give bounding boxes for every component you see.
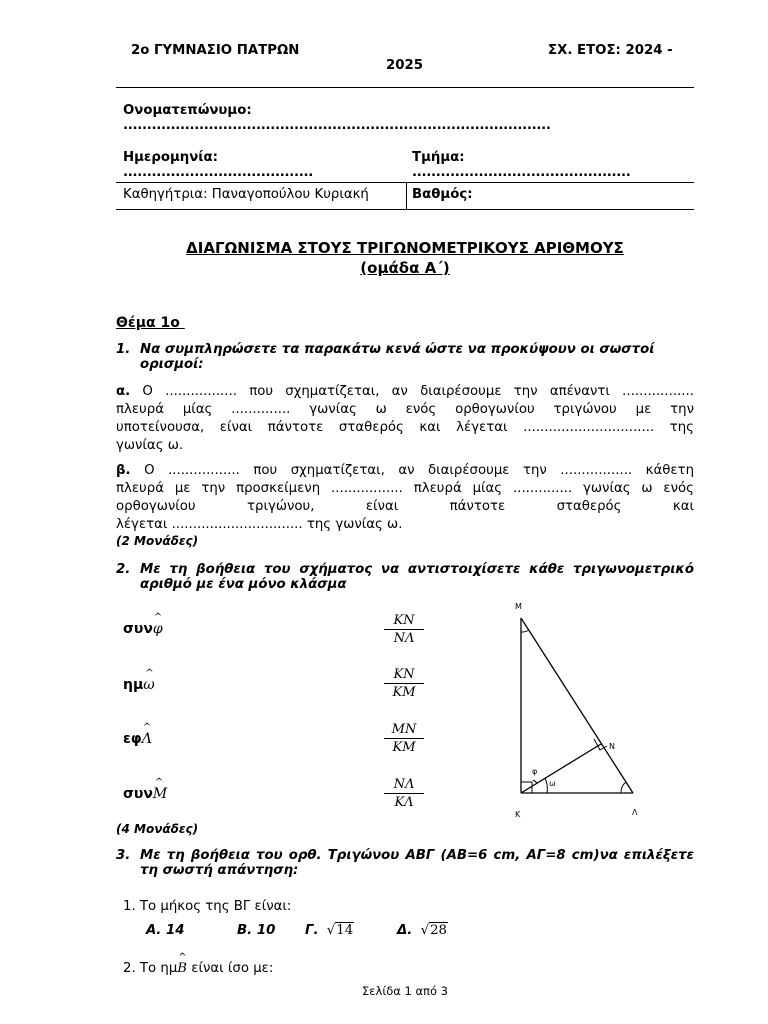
q2-item-3-fraction <box>384 722 424 755</box>
side-ml <box>521 618 633 793</box>
section-heading <box>116 315 185 331</box>
q1-b-label: β. <box>116 463 131 478</box>
q2-item-2-fn-text: ημ <box>123 677 144 693</box>
q3-option-a[interactable]: Α. 14 <box>146 923 185 938</box>
q2-item-4-fn-text: συν <box>123 786 153 802</box>
q2-item-1-fn: συνφ ^ <box>123 612 163 637</box>
q3-option-d[interactable]: Δ. √28 <box>397 923 447 938</box>
q2-item-1-fn-text: συν <box>123 621 153 637</box>
q3-option-b[interactable]: Β. 10 <box>237 923 276 938</box>
angle-mark-m <box>521 630 529 632</box>
form-divider <box>116 182 694 183</box>
q2-item-3-den: ΚΜ <box>392 740 416 755</box>
q1-part-a <box>116 383 694 455</box>
q3-option-c-value: 14 <box>336 923 354 938</box>
q2-item-3-angle: Λ <box>141 731 152 747</box>
q2-item-4-den: ΚΛ <box>394 795 414 810</box>
q1-b-line1: Ο ................. που σχηματίζεται, αν διαιρέσουμε την ................. κάθετη <box>144 463 694 478</box>
form-bottom-divider <box>116 209 694 210</box>
q2-item-2-num: ΚΝ <box>384 667 424 684</box>
q2-number: 2. <box>116 562 131 577</box>
school-name: 2ο ΓΥΜΝΑΣΙΟ ΠΑΤΡΩΝ <box>131 43 300 58</box>
q2-item-2-fn: ημω ^ <box>123 668 155 693</box>
q2-item-3-fn: εφΛ ^ <box>123 722 152 747</box>
q1-a-line1: Ο ................. που σχηματίζεται, αν διαιρέσουμε την απέναντι ................. <box>142 384 694 399</box>
q1-a-line2: πλευρά μίας .............. γωνίας ω ενός ορθογωνίου τριγώνου με την <box>116 402 694 417</box>
angle-mark-phi <box>533 780 537 783</box>
angle-omega-label: ω <box>549 779 556 788</box>
q1-number: 1. <box>116 342 131 357</box>
test-title: ΔΙΑΓΩΝΙΣΜΑ ΣΤΟΥΣ ΤΡΙΓΩΝΟΜΕΤΡΙΚΟΥΣ ΑΡΙΘΜΟΥΣ <box>186 239 624 257</box>
q2-item-3-fn-text: εφ <box>123 731 142 747</box>
q3-sub2-post: είναι ίσο με: <box>187 961 274 976</box>
vertex-l-label: Λ <box>632 808 638 817</box>
q3-option-d-label: Δ. <box>397 923 413 938</box>
triangle-figure <box>505 598 655 823</box>
vertex-m-label: Μ <box>515 602 522 611</box>
teacher-name: Καθηγήτρια: Παναγοπούλου Κυριακή <box>123 187 369 202</box>
q2-item-3-num: ΜΝ <box>384 722 424 739</box>
q2-item-2-angle: ω <box>143 677 155 693</box>
q2-item-1-num: ΚΝ <box>384 613 424 630</box>
q3-sub2-angle: B <box>177 961 188 976</box>
q2-item-2-den: ΚΜ <box>392 685 416 700</box>
q2-item-4-fn: συνΜ ^ <box>123 777 168 802</box>
q2-item-1-angle: φ <box>152 621 163 637</box>
q3-text: Με τη βοήθεια του ορθ. Τριγώνου ΑΒΓ (ΑΒ=6 cm, ΑΓ=8 cm)να επιλέξετε τη σωστή απάντηση: <box>140 848 694 878</box>
q2-text: Με τη βοήθεια του σχήματος να αντιστοιχίσετε κάθε τριγωνομετρικό αριθμό με ένα μόνο κλάσμα <box>140 562 694 592</box>
q1-b-line3: ορθογωνίου τριγώνου, είναι πάντοτε σταθερός και <box>116 499 694 514</box>
date-field[interactable]: ........................................ <box>123 165 314 180</box>
school-year-cont: 2025 <box>386 58 424 73</box>
name-label: Ονοματεπώνυμο: <box>123 103 252 118</box>
dept-field[interactable]: .............................................. <box>412 165 631 180</box>
vertex-n-label: Ν <box>609 742 615 751</box>
angle-mark-l <box>621 782 626 793</box>
q1-points: (2 Μονάδες) <box>116 534 199 548</box>
q3-option-c-label: Γ. <box>305 923 319 938</box>
q2-item-4-num: ΝΛ <box>384 777 424 794</box>
q2-item-2-fraction <box>384 667 424 700</box>
angle-mark-omega <box>545 778 547 793</box>
q1-text: Να συμπληρώσετε τα παρακάτω κενά ώστε να προκύψουν οι σωστοί ορισμοί: <box>140 342 655 372</box>
vertex-k-label: Κ <box>515 810 521 819</box>
q1-a-line3: υποτείνουσα, είναι πάντοτε σταθερός και λέγεται ............................... της <box>116 420 694 435</box>
q2-item-4-fraction <box>384 777 424 810</box>
q1-b-line4: λέγεται ............................... της γωνίας ω. <box>116 517 403 532</box>
school-year-label: ΣΧ. ΕΤΟΣ: 2024 - <box>548 43 673 58</box>
page-number: Σελίδα 1 από 3 <box>362 984 448 998</box>
grade-label: Βαθμός: <box>412 187 473 202</box>
dept-label: Τμήμα: <box>412 150 465 165</box>
q3-sub2-pre: 2. Το ημ <box>123 961 178 976</box>
q1-a-line4: γωνίας ω. <box>116 438 184 453</box>
q3-sub1: 1. Το μήκος της ΒΓ είναι: <box>123 899 292 914</box>
name-field[interactable]: .......................................................................................... <box>123 118 551 133</box>
q3-number: 3. <box>116 848 131 863</box>
form-cell-divider <box>406 182 407 209</box>
q2-points: (4 Μονάδες) <box>116 822 199 836</box>
q2-item-4-angle: Μ <box>152 786 168 802</box>
section-heading-text: Θέμα 1ο <box>116 315 180 331</box>
test-subtitle: (ομάδα Α΄) <box>360 259 450 277</box>
q1-a-label: α. <box>116 384 131 399</box>
q1-b-line2: πλευρά με την προσκείμενη ................. πλευρά μίας .............. γωνίας ω ενός <box>116 481 694 496</box>
q3-sub2: 2. Το ημB ^ είναι ίσο με: <box>123 952 274 976</box>
date-label: Ημερομηνία: <box>123 150 218 165</box>
q3-option-d-value: 28 <box>430 923 447 938</box>
q1-part-b <box>116 462 694 534</box>
q2-item-1-den: ΝΛ <box>393 631 415 646</box>
angle-phi-label: φ <box>532 767 538 776</box>
header-divider <box>116 87 694 88</box>
q2-item-1-fraction <box>384 613 424 646</box>
q3-option-c[interactable]: Γ. √14 <box>305 923 354 938</box>
